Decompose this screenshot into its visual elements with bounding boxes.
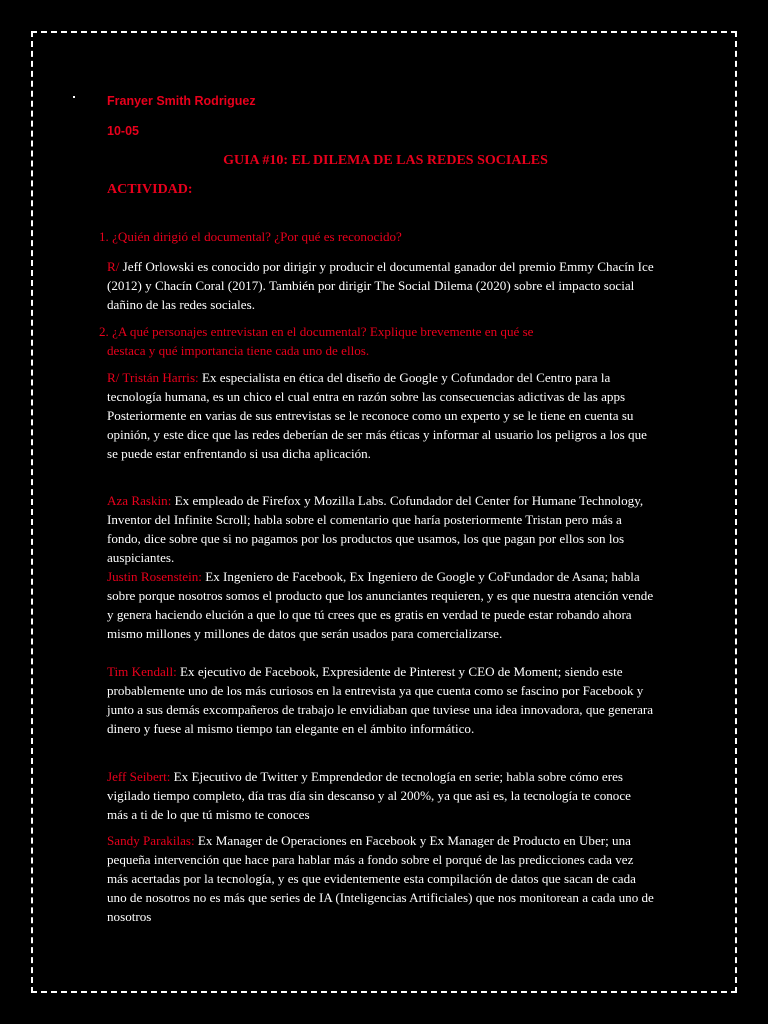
person-description: Ex empleado de Firefox y Mozilla Labs. Cofundador del Center for Humane Technology, Inventor del Infinite Scroll; habla sobre el comentario que haría posteriormente Tristan pero más a fondo, dice sobre que si no pagamos por los productos que usamos, los que pagan por ellos son los auspiciantes. [107,493,644,565]
person-name: Aza Raskin: [107,493,172,508]
activity-heading: ACTIVIDAD: [107,182,193,197]
answer-marker: R/ [107,259,120,274]
answer-1-text: Jeff Orlowski es conocido por dirigir y producir el documental ganador del premio Emmy Chacín Ice (2012) y Chacín Coral (2017). También por dirigir The Social Dilema (2020) sobre el impacto social dañino de las redes sociales. [107,259,654,312]
person-description: Ex especialista en ética del diseño de Google y Cofundador del Centro para la tecnología humana, es un chico el cual entra en razón sobre las consecuencias adictivas de las apps Posteriormente en varias de sus entrevistas se le reconoce como un experto y se le tiene en cuenta su opinión, y este dice que las redes deberían de ser más éticas y informar al usuario los peligros a los que se puede estar enfrentando si usa dicha aplicación. [107,370,647,461]
document-title: GUIA #10: EL DILEMA DE LAS REDES SOCIALES [223,153,548,168]
person-sandy-parakilas [107,831,655,926]
person-prefix: R/ [107,370,120,385]
question-2-line-1: 2. ¿A qué personajes entrevistan en el documental? Explique brevemente en qué se [99,324,534,339]
question-1: 1. ¿Quién dirigió el documental? ¿Por qué es reconocido? [99,229,402,244]
person-description: Ex Ingeniero de Facebook, Ex Ingeniero de Google y CoFundador de Asana; habla sobre porque nosotros somos el producto que los anunciantes requieren, y es que nuestra atención vende y genera haciendo elución a que lo que tú crees que es gratis en verdad te puede estar robando ahora mismo millones y millones de datos que serán usados para comercializarse. [107,569,654,641]
person-name: Jeff Seibert: [107,769,171,784]
person-description: Ex Ejecutivo de Twitter y Emprendedor de tecnología en serie; habla sobre cómo eres vigilado tiempo completo, día tras día sin descanso y al 200%, ya que asi es, la tecnología te conoce más a ti de lo que tú mismo te conoces [107,769,631,822]
person-name: Tim Kendall: [107,664,177,679]
person-name: Tristán Harris: [122,370,199,385]
person-name: Justin Rosenstein: [107,569,202,584]
person-name: Sandy Parakilas: [107,833,195,848]
answer-1 [107,257,655,314]
person-tim-kendall [107,662,655,738]
bullet-dot [73,96,75,98]
person-description: Ex ejecutivo de Facebook, Expresidente de Pinterest y CEO de Moment; siendo este probablemente uno de los más curiosos en la entrevista ya que cuenta como se fascino por Facebook y junto a sus demás excompañeros de trabajo le envidiaban que tuviese una idea innovadora, que generara dinero y fuese al mismo tiempo tan elegante en el ámbito informático. [107,664,654,736]
person-description: Ex Manager de Operaciones en Facebook y Ex Manager de Producto en Uber; una pequeña intervención que hace para hablar más a fondo sobre el porqué de las predicciones cada vez más acertadas por la tecnología, y es que evidentemente esta compilación de datos que sacan de cada uno de nosotros no es más que series de IA (Inteligencias Artificiales) que nos monitorean a cada uno de nosotros [107,833,654,924]
person-aza-raskin [107,491,655,567]
question-2 [99,322,659,360]
person-jeff-seibert [107,767,655,824]
student-name: Franyer Smith Rodriguez [107,94,256,108]
course-code: 10-05 [107,124,139,138]
question-2-line-2: destaca y qué importancia tiene cada uno de ellos. [107,343,370,358]
person-tristan-harris [107,368,655,463]
person-justin-rosenstein [107,567,655,643]
